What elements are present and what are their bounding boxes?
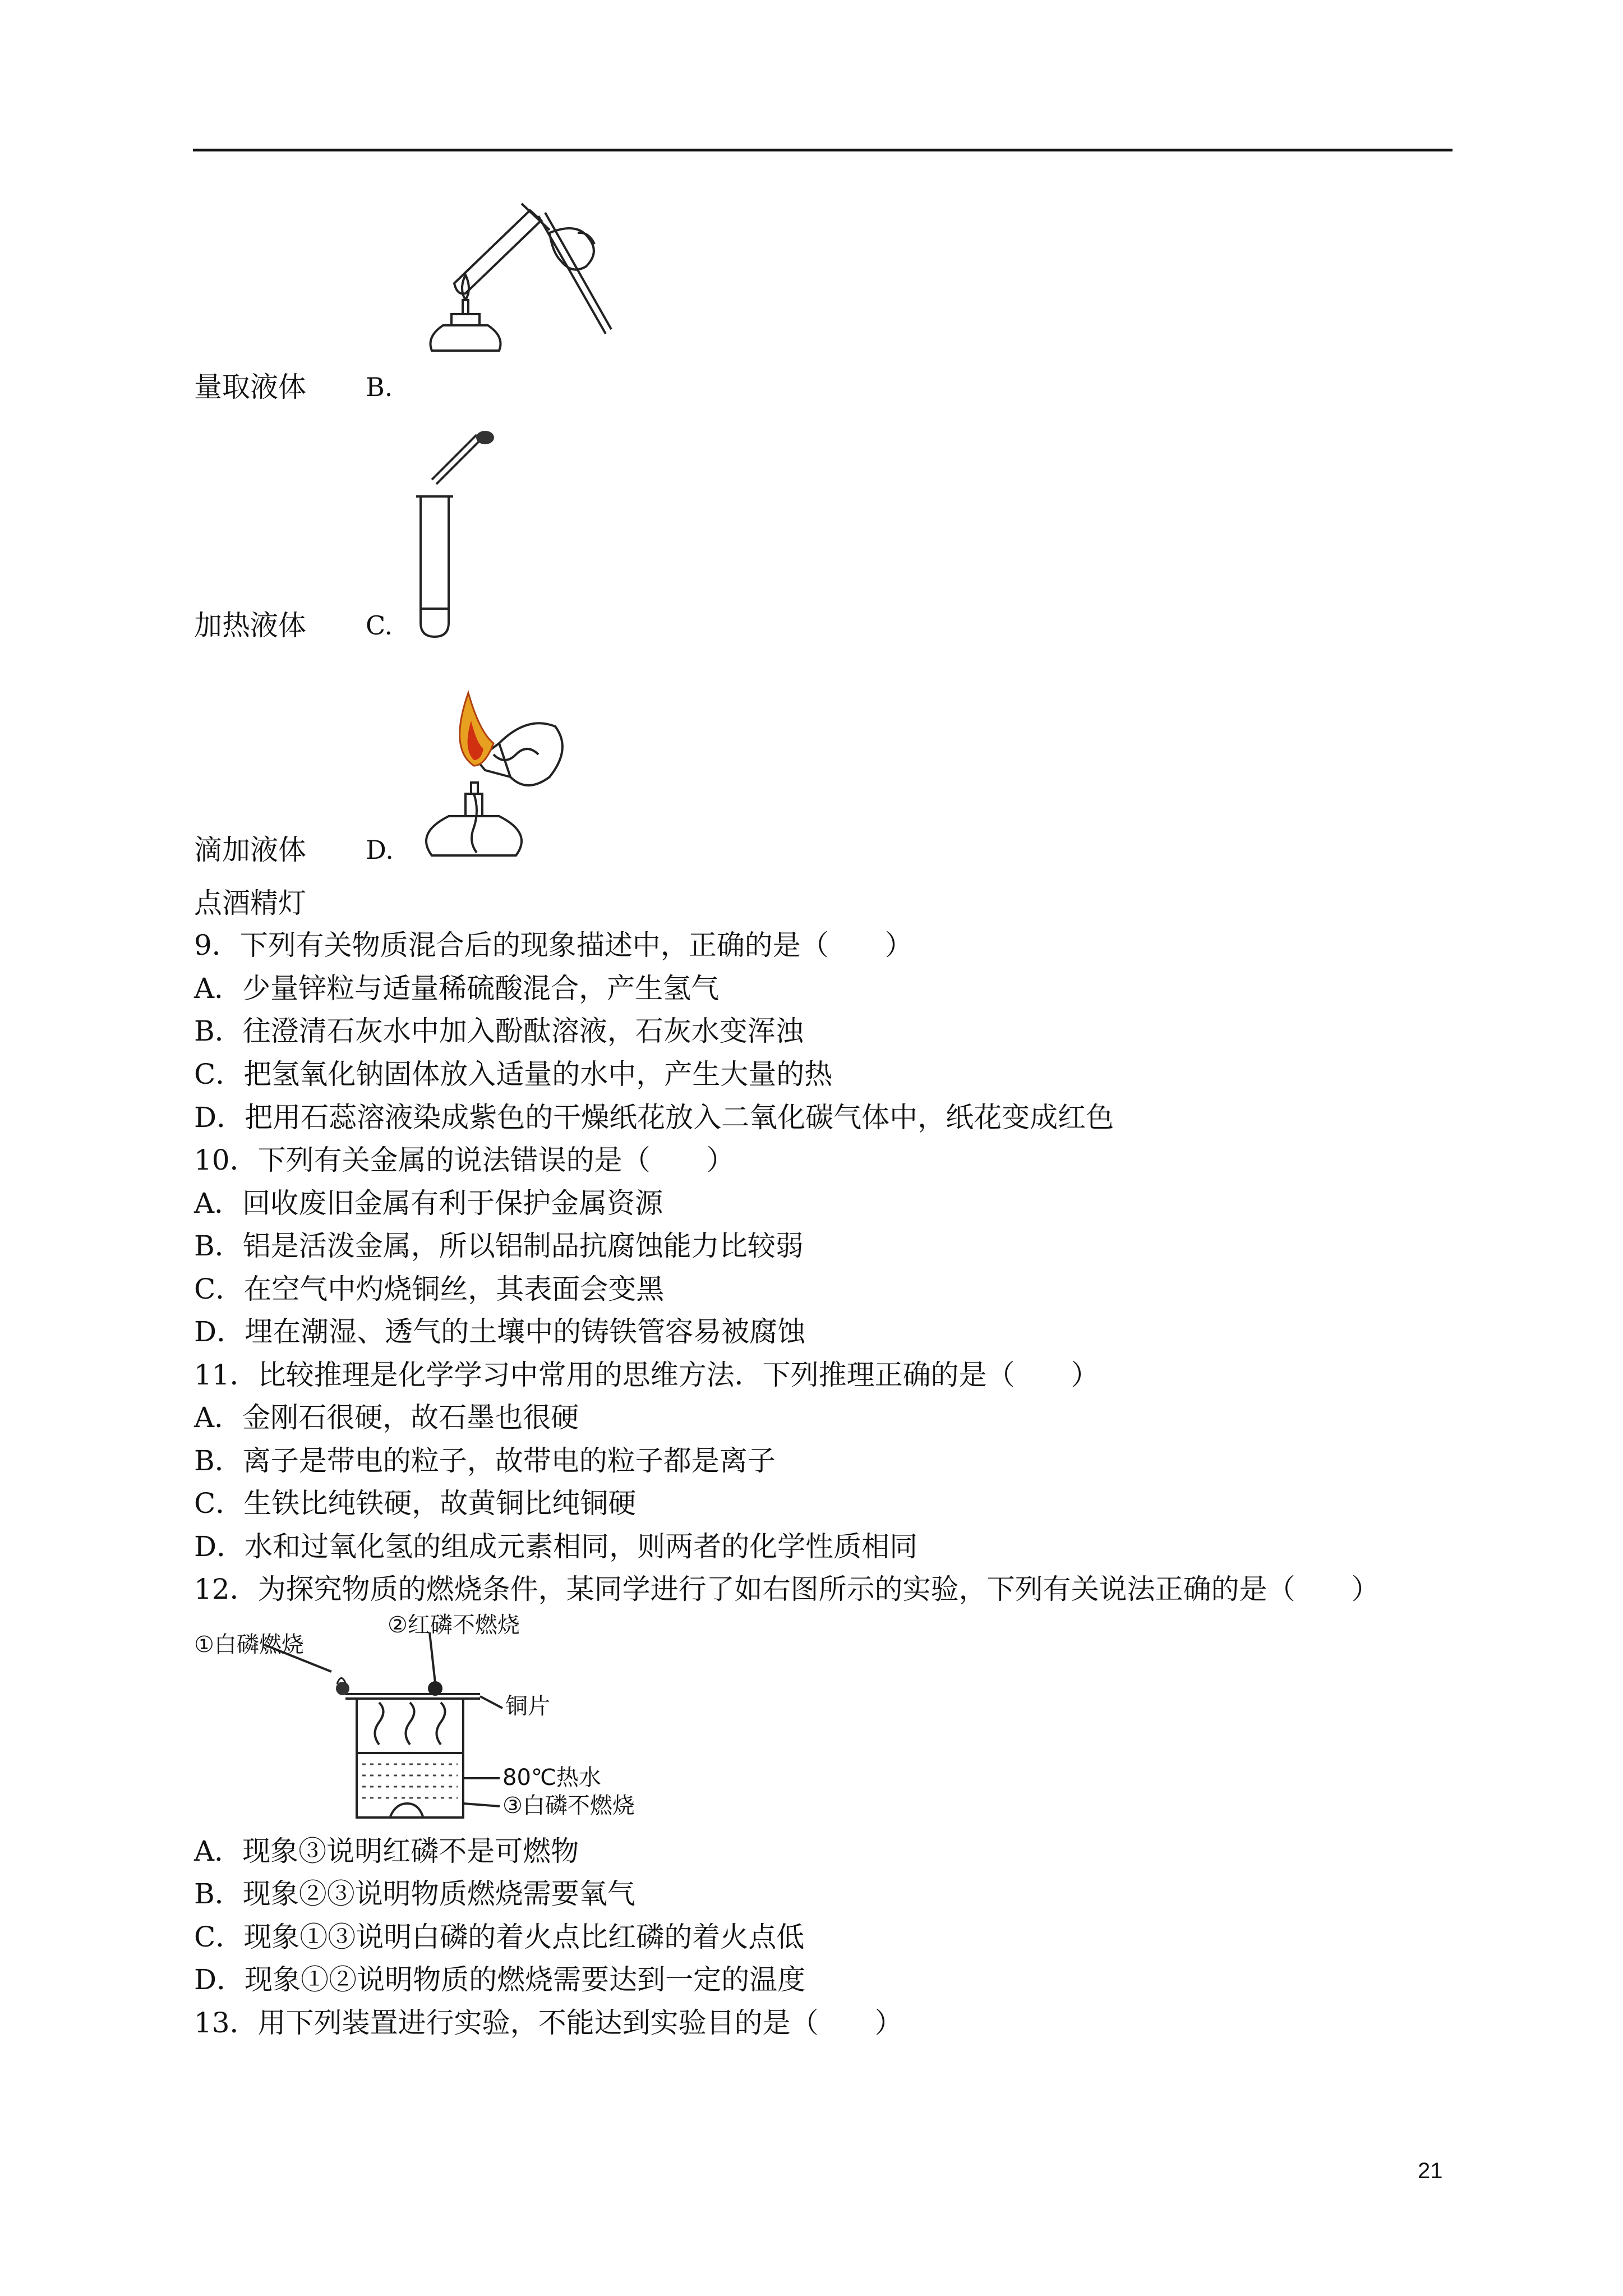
q9-option-d: D．把用石蕊溶液染成紫色的干燥纸花放入二氧化碳气体中，纸花变成红色 <box>194 1101 1114 1134</box>
item-label-liquid-measure: 量取液体 <box>194 371 306 403</box>
q12-option-b: B．现象②③说明物质燃烧需要氧气 <box>194 1878 635 1910</box>
figure-dropper-test-tube <box>409 429 510 642</box>
label-submerged-white-phosphorus: ③白磷不燃烧 <box>502 1793 635 1819</box>
label-white-phosphorus-burning: ①白磷燃烧 <box>194 1632 304 1658</box>
q9-option-c: C．把氢氧化钠固体放入适量的水中，产生大量的热 <box>194 1058 833 1091</box>
q12-option-c: C．现象①③说明白磷的着火点比红磷的着火点低 <box>194 1921 805 1953</box>
q11-option-b: B．离子是带电的粒子，故带电的粒子都是离子 <box>194 1444 776 1477</box>
item-label-liquid-drop: 滴加液体 <box>194 834 306 866</box>
figure-heating-test-tube <box>409 199 623 367</box>
q12-option-a: A．现象③说明红磷不是可燃物 <box>194 1835 579 1867</box>
q10-option-b: B．铝是活泼金属，所以铝制品抗腐蚀能力比较弱 <box>194 1230 804 1262</box>
figure-combustion-experiment <box>194 1610 637 1829</box>
q12-option-d: D．现象①②说明物质的燃烧需要达到一定的温度 <box>194 1963 806 1996</box>
q11-option-d: D．水和过氧化氢的组成元素相同，则两者的化学性质相同 <box>194 1530 918 1563</box>
q12-stem: 12．为探究物质的燃烧条件，某同学进行了如右图所示的实验，下列有关说法正确的是（ ） <box>194 1573 1380 1605</box>
label-copper-sheet: 铜片 <box>505 1694 550 1719</box>
q10-stem: 10．下列有关金属的说法错误的是（ ） <box>194 1144 735 1176</box>
q9-option-b: B．往澄清石灰水中加入酚酞溶液，石灰水变浑浊 <box>194 1015 804 1047</box>
figure-lighting-alcohol-lamp <box>409 682 578 867</box>
q9-option-a: A．少量锌粒与适量稀硫酸混合，产生氢气 <box>194 972 720 1005</box>
option-letter-b: B. <box>366 372 393 402</box>
page-number: 21 <box>1418 2159 1443 2183</box>
label-red-phosphorus-not-burning: ②红磷不燃烧 <box>388 1612 520 1638</box>
q10-option-d: D．埋在潮湿、透气的土壤中的铸铁管容易被腐蚀 <box>194 1315 806 1348</box>
item-label-light-lamp: 点酒精灯 <box>194 887 306 919</box>
q10-option-c: C．在空气中灼烧铜丝，其表面会变黑 <box>194 1273 665 1305</box>
q9-stem: 9．下列有关物质混合后的现象描述中，正确的是（ ） <box>194 929 913 961</box>
option-letter-d: D. <box>366 835 394 865</box>
q11-stem: 11．比较推理是化学学习中常用的思维方法．下列推理正确的是（ ） <box>194 1359 1099 1391</box>
q11-option-c: C．生铁比纯铁硬，故黄铜比纯铜硬 <box>194 1487 637 1520</box>
item-label-liquid-heat: 加热液体 <box>194 609 306 642</box>
option-letter-c: C. <box>366 610 393 641</box>
label-hot-water: 80℃热水 <box>502 1765 601 1791</box>
header-rule <box>193 149 1453 151</box>
q13-stem: 13．用下列装置进行实验，不能达到实验目的是（ ） <box>194 2007 903 2039</box>
q10-option-a: A．回收废旧金属有利于保护金属资源 <box>194 1187 663 1220</box>
q11-option-a: A．金刚石很硬，故石墨也很硬 <box>194 1401 579 1434</box>
